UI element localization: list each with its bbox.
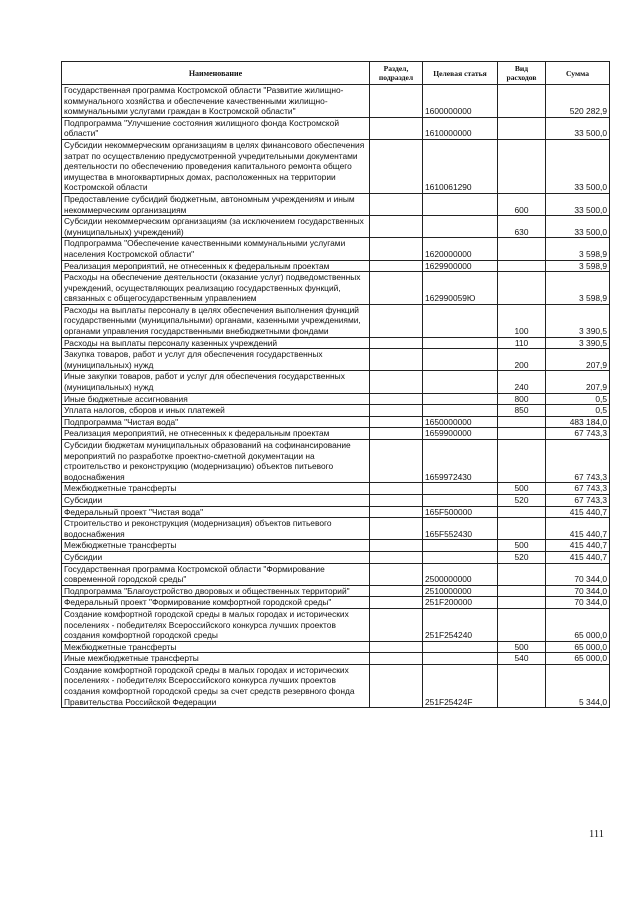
cell-razdel xyxy=(370,608,423,641)
cell-sum: 65 000,0 xyxy=(546,608,610,641)
table-row xyxy=(62,563,610,585)
cell-target xyxy=(423,371,498,393)
table-row xyxy=(62,85,610,118)
cell-name: Уплата налогов, сборов и иных платежей xyxy=(62,405,370,417)
table-row xyxy=(62,664,610,707)
cell-target: 1629900000 xyxy=(423,260,498,272)
cell-sum: 3 390,5 xyxy=(546,337,610,349)
table-row xyxy=(62,653,610,665)
cell-sum: 415 440,7 xyxy=(546,551,610,563)
cell-vid xyxy=(498,563,546,585)
cell-razdel xyxy=(370,506,423,518)
cell-target xyxy=(423,304,498,337)
cell-name: Предоставление субсидий бюджетным, автономным учреждениям и иным некоммерческим организациям xyxy=(62,193,370,215)
cell-vid: 600 xyxy=(498,193,546,215)
table-row xyxy=(62,585,610,597)
cell-sum: 33 500,0 xyxy=(546,193,610,215)
table-row xyxy=(62,405,610,417)
cell-sum: 67 743,3 xyxy=(546,483,610,495)
table-row xyxy=(62,193,610,215)
cell-name: Расходы на выплаты персоналу казенных учреждений xyxy=(62,337,370,349)
cell-sum: 415 440,7 xyxy=(546,540,610,552)
cell-vid xyxy=(498,117,546,139)
cell-sum: 0,5 xyxy=(546,405,610,417)
cell-name: Субсидии некоммерческим организациям (за исключением государственных (муниципальных) учреждений) xyxy=(62,216,370,238)
cell-sum: 520 282,9 xyxy=(546,85,610,118)
cell-target: 2510000000 xyxy=(423,585,498,597)
cell-vid xyxy=(498,272,546,305)
cell-target: 251F25424F xyxy=(423,664,498,707)
cell-target: 1600000000 xyxy=(423,85,498,118)
table-row xyxy=(62,371,610,393)
cell-name: Подпрограмма "Улучшение состояния жилищного фонда Костромской области" xyxy=(62,117,370,139)
cell-target: 1659972430 xyxy=(423,440,498,483)
cell-razdel xyxy=(370,494,423,506)
table-body xyxy=(62,85,610,708)
cell-name: Межбюджетные трансферты xyxy=(62,483,370,495)
cell-target: 1610000000 xyxy=(423,117,498,139)
cell-target xyxy=(423,483,498,495)
cell-razdel xyxy=(370,371,423,393)
cell-vid: 800 xyxy=(498,393,546,405)
cell-name: Создание комфортной городской среды в малых городах и исторических поселениях - победителях Всероссийского конкурса лучших проектов создания комфортной городской среды xyxy=(62,608,370,641)
cell-vid: 240 xyxy=(498,371,546,393)
cell-vid: 500 xyxy=(498,483,546,495)
cell-razdel xyxy=(370,428,423,440)
header-target: Целевая статья xyxy=(423,62,498,85)
table-row xyxy=(62,349,610,371)
cell-name: Подпрограмма "Благоустройство дворовых и общественных территорий" xyxy=(62,585,370,597)
cell-sum: 415 440,7 xyxy=(546,518,610,540)
cell-sum: 0,5 xyxy=(546,393,610,405)
cell-target xyxy=(423,551,498,563)
cell-target: 1610061290 xyxy=(423,139,498,193)
cell-target xyxy=(423,349,498,371)
cell-target xyxy=(423,405,498,417)
cell-target: 165F500000 xyxy=(423,506,498,518)
cell-razdel xyxy=(370,483,423,495)
cell-vid xyxy=(498,260,546,272)
cell-name: Подпрограмма "Обеспечение качественными коммунальными услугами населения Костромской области" xyxy=(62,238,370,260)
cell-razdel xyxy=(370,653,423,665)
cell-target: 1650000000 xyxy=(423,416,498,428)
cell-name: Создание комфортной городской среды в малых городах и исторических поселениях - победителях Всероссийского конкурса лучших проектов создания комфортной городской среды за счет средств резервного фонда Правительства Российской Федерации xyxy=(62,664,370,707)
cell-target: 251F200000 xyxy=(423,597,498,609)
cell-name: Иные межбюджетные трансферты xyxy=(62,653,370,665)
cell-razdel xyxy=(370,585,423,597)
cell-sum: 67 743,3 xyxy=(546,428,610,440)
table-row xyxy=(62,506,610,518)
cell-name: Федеральный проект "Формирование комфортной городской среды" xyxy=(62,597,370,609)
cell-name: Иные бюджетные ассигнования xyxy=(62,393,370,405)
cell-vid: 520 xyxy=(498,494,546,506)
cell-sum: 65 000,0 xyxy=(546,653,610,665)
page-number: 111 xyxy=(589,829,604,840)
cell-name: Субсидии xyxy=(62,494,370,506)
cell-vid xyxy=(498,518,546,540)
budget-table xyxy=(61,61,610,708)
cell-sum: 5 344,0 xyxy=(546,664,610,707)
cell-name: Расходы на обеспечение деятельности (оказание услуг) подведомственных учреждений, осуществляющих реализацию государственных функций, связанных с общегосударственным управлением xyxy=(62,272,370,305)
cell-sum: 70 344,0 xyxy=(546,563,610,585)
cell-target: 2500000000 xyxy=(423,563,498,585)
cell-vid xyxy=(498,416,546,428)
cell-name: Закупка товаров, работ и услуг для обеспечения государственных (муниципальных) нужд xyxy=(62,349,370,371)
table-row xyxy=(62,337,610,349)
table-row xyxy=(62,139,610,193)
cell-vid xyxy=(498,664,546,707)
cell-target: 165F552430 xyxy=(423,518,498,540)
cell-sum: 3 598,9 xyxy=(546,272,610,305)
cell-razdel xyxy=(370,405,423,417)
cell-vid xyxy=(498,608,546,641)
cell-vid xyxy=(498,440,546,483)
cell-razdel xyxy=(370,272,423,305)
header-vid: Вид расходов xyxy=(498,62,546,85)
cell-vid: 200 xyxy=(498,349,546,371)
table-row xyxy=(62,597,610,609)
cell-vid: 540 xyxy=(498,653,546,665)
cell-name: Реализация мероприятий, не отнесенных к федеральным проектам xyxy=(62,260,370,272)
cell-razdel xyxy=(370,117,423,139)
table-row xyxy=(62,304,610,337)
table-row xyxy=(62,272,610,305)
cell-razdel xyxy=(370,518,423,540)
cell-sum: 3 598,9 xyxy=(546,238,610,260)
table-row xyxy=(62,416,610,428)
cell-target xyxy=(423,216,498,238)
table-row xyxy=(62,440,610,483)
cell-vid xyxy=(498,139,546,193)
cell-razdel xyxy=(370,349,423,371)
cell-vid xyxy=(498,238,546,260)
cell-razdel xyxy=(370,337,423,349)
cell-sum: 33 500,0 xyxy=(546,139,610,193)
cell-razdel xyxy=(370,551,423,563)
cell-name: Субсидии xyxy=(62,551,370,563)
cell-vid xyxy=(498,428,546,440)
cell-razdel xyxy=(370,139,423,193)
cell-razdel xyxy=(370,238,423,260)
cell-target xyxy=(423,540,498,552)
table-header-row xyxy=(62,62,610,85)
cell-target xyxy=(423,641,498,653)
cell-name: Федеральный проект "Чистая вода" xyxy=(62,506,370,518)
cell-vid: 850 xyxy=(498,405,546,417)
cell-sum: 483 184,0 xyxy=(546,416,610,428)
table-row xyxy=(62,483,610,495)
cell-target: 251F254240 xyxy=(423,608,498,641)
cell-vid: 630 xyxy=(498,216,546,238)
cell-razdel xyxy=(370,304,423,337)
cell-name: Межбюджетные трансферты xyxy=(62,540,370,552)
table-row xyxy=(62,238,610,260)
cell-sum: 207,9 xyxy=(546,349,610,371)
cell-vid: 100 xyxy=(498,304,546,337)
table-row xyxy=(62,393,610,405)
cell-vid: 520 xyxy=(498,551,546,563)
cell-target: 1659900000 xyxy=(423,428,498,440)
cell-name: Государственная программа Костромской области "Развитие жилищно-коммунального хозяйства и обеспечение качественными жилищно-коммунальными услугами граждан в Костромской области" xyxy=(62,85,370,118)
cell-name: Государственная программа Костромской области "Формирование современной городской среды" xyxy=(62,563,370,585)
cell-sum: 33 500,0 xyxy=(546,117,610,139)
cell-vid xyxy=(498,85,546,118)
cell-target: 1620000000 xyxy=(423,238,498,260)
cell-sum: 65 000,0 xyxy=(546,641,610,653)
cell-vid: 500 xyxy=(498,540,546,552)
cell-vid xyxy=(498,597,546,609)
cell-name: Расходы на выплаты персоналу в целях обеспечения выполнения функций государственными (муниципальными) органами, казенными учреждениями, органами управления государственными внебюджетными фондами xyxy=(62,304,370,337)
cell-name: Иные закупки товаров, работ и услуг для обеспечения государственных (муниципальных) нужд xyxy=(62,371,370,393)
cell-sum: 67 743,3 xyxy=(546,494,610,506)
table-row xyxy=(62,518,610,540)
cell-vid xyxy=(498,585,546,597)
cell-razdel xyxy=(370,540,423,552)
table-row xyxy=(62,641,610,653)
header-name: Наименование xyxy=(62,62,370,85)
cell-vid: 110 xyxy=(498,337,546,349)
cell-razdel xyxy=(370,440,423,483)
cell-target: 162990059Ю xyxy=(423,272,498,305)
cell-razdel xyxy=(370,641,423,653)
cell-razdel xyxy=(370,193,423,215)
table-row xyxy=(62,260,610,272)
cell-sum: 70 344,0 xyxy=(546,585,610,597)
table-row xyxy=(62,551,610,563)
cell-target xyxy=(423,653,498,665)
cell-sum: 67 743,3 xyxy=(546,440,610,483)
table-row xyxy=(62,608,610,641)
cell-razdel xyxy=(370,260,423,272)
table-row xyxy=(62,540,610,552)
table-row xyxy=(62,117,610,139)
table-row xyxy=(62,216,610,238)
cell-target xyxy=(423,393,498,405)
cell-name: Межбюджетные трансферты xyxy=(62,641,370,653)
cell-target xyxy=(423,494,498,506)
cell-target xyxy=(423,193,498,215)
cell-sum: 3 598,9 xyxy=(546,260,610,272)
table-row xyxy=(62,428,610,440)
cell-name: Строительство и реконструкция (модернизация) объектов питьевого водоснабжения xyxy=(62,518,370,540)
header-razdel: Раздел, подраздел xyxy=(370,62,423,85)
cell-razdel xyxy=(370,416,423,428)
cell-name: Субсидии бюджетам муниципальных образований на софинансирование мероприятий по разработке проектно-сметной документации на строительство и реконструкцию (модернизацию) объектов питьевого водоснабжения xyxy=(62,440,370,483)
table-row xyxy=(62,494,610,506)
cell-sum: 70 344,0 xyxy=(546,597,610,609)
cell-razdel xyxy=(370,597,423,609)
header-sum: Сумма xyxy=(546,62,610,85)
cell-razdel xyxy=(370,393,423,405)
cell-vid xyxy=(498,506,546,518)
cell-name: Реализация мероприятий, не отнесенных к федеральным проектам xyxy=(62,428,370,440)
cell-name: Субсидии некоммерческим организациям в целях финансового обеспечения затрат по осуществлению предусмотренной учредительными документами деятельности по обеспечению проведения капитального ремонта общего имущества в многоквартирных домах, расположенных на территории Костромской области xyxy=(62,139,370,193)
cell-sum: 3 390,5 xyxy=(546,304,610,337)
cell-razdel xyxy=(370,216,423,238)
cell-sum: 415 440,7 xyxy=(546,506,610,518)
cell-target xyxy=(423,337,498,349)
cell-razdel xyxy=(370,563,423,585)
cell-sum: 207,9 xyxy=(546,371,610,393)
cell-sum: 33 500,0 xyxy=(546,216,610,238)
cell-vid: 500 xyxy=(498,641,546,653)
cell-razdel xyxy=(370,664,423,707)
cell-name: Подпрограмма "Чистая вода" xyxy=(62,416,370,428)
cell-razdel xyxy=(370,85,423,118)
